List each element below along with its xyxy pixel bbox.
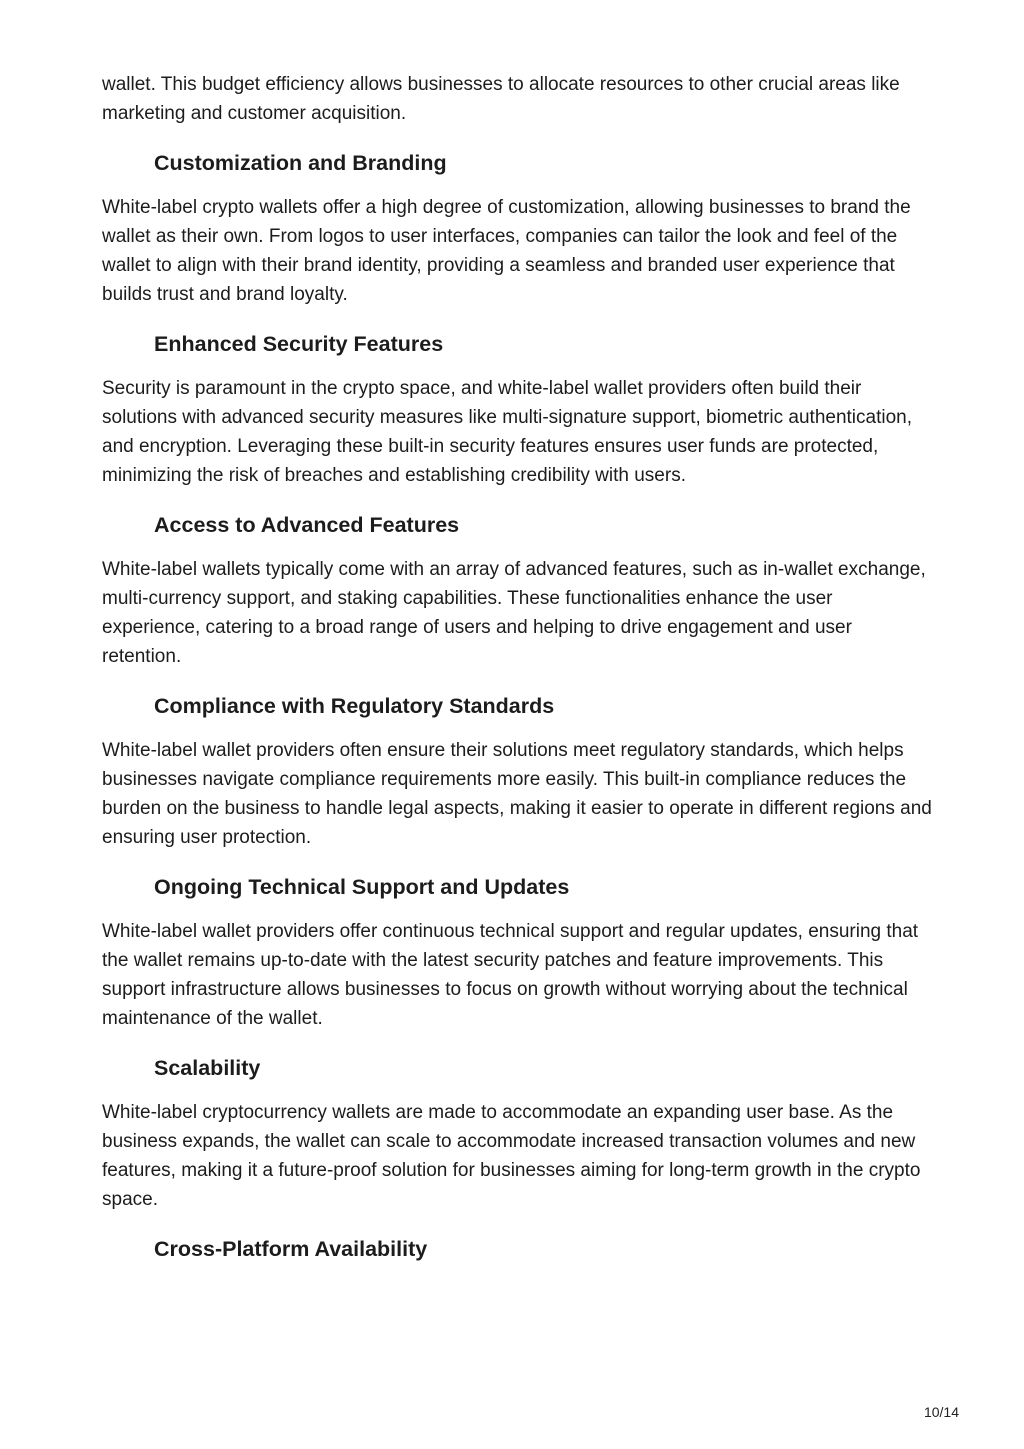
section-body-customization: White-label crypto wallets offer a high degree of customization, allowing businesses to brand the wallet as their own. From logos to user interfaces, companies can tailor the look and feel of the wallet to align with their brand identity, providing a seamless and branded user experience that builds trust and brand loyalty. (102, 197, 911, 305)
section-body-compliance: White-label wallet providers often ensure their solutions meet regulatory standards, which helps businesses navigate compliance requirements more easily. This built-in compliance reduces the burden on the business to handle legal aspects, making it easier to operate in different regions and ensuring user protection. (102, 740, 932, 848)
section-body-scalability: White-label cryptocurrency wallets are made to accommodate an expanding user base. As the business expands, the wallet can scale to accommodate increased transaction volumes and new features, making it a future-proof solution for businesses aiming for long-term growth in the crypto space. (102, 1102, 921, 1210)
section-heading-advanced-features: Access to Advanced Features (154, 513, 460, 537)
section-body-security: Security is paramount in the crypto space, and white-label wallet providers often build their solutions with advanced security measures like multi-signature support, biometric authentication, and encryption. Leveraging these built-in security features ensures user funds are protected, minimizing the risk of breaches and establishing credibility with users. (102, 378, 913, 486)
section-body-support: White-label wallet providers offer continuous technical support and regular updates, ensuring that the wallet remains up-to-date with the latest security patches and feature improvements. This support infrastructure allows businesses to focus on growth without worrying about the technical maintenance of the wallet. (102, 921, 919, 1029)
section-body-advanced-features: White-label wallets typically come with an array of advanced features, such as in-wallet exchange, multi-currency support, and staking capabilities. These functionalities enhance the user experience, catering to a broad range of users and helping to drive engagement and user retention. (102, 559, 926, 667)
section-heading-cross-platform: Cross-Platform Availability (154, 1237, 428, 1261)
section-heading-support: Ongoing Technical Support and Updates (154, 875, 570, 899)
section-heading-compliance: Compliance with Regulatory Standards (154, 694, 555, 718)
section-heading-scalability: Scalability (154, 1056, 261, 1080)
intro-paragraph: wallet. This budget efficiency allows businesses to allocate resources to other crucial areas like marketing and customer acquisition. (102, 74, 900, 124)
section-heading-customization: Customization and Branding (154, 151, 447, 175)
document-page (102, 70, 932, 1279)
page-number: 10/14 (923, 1404, 959, 1420)
section-heading-security: Enhanced Security Features (154, 332, 444, 356)
